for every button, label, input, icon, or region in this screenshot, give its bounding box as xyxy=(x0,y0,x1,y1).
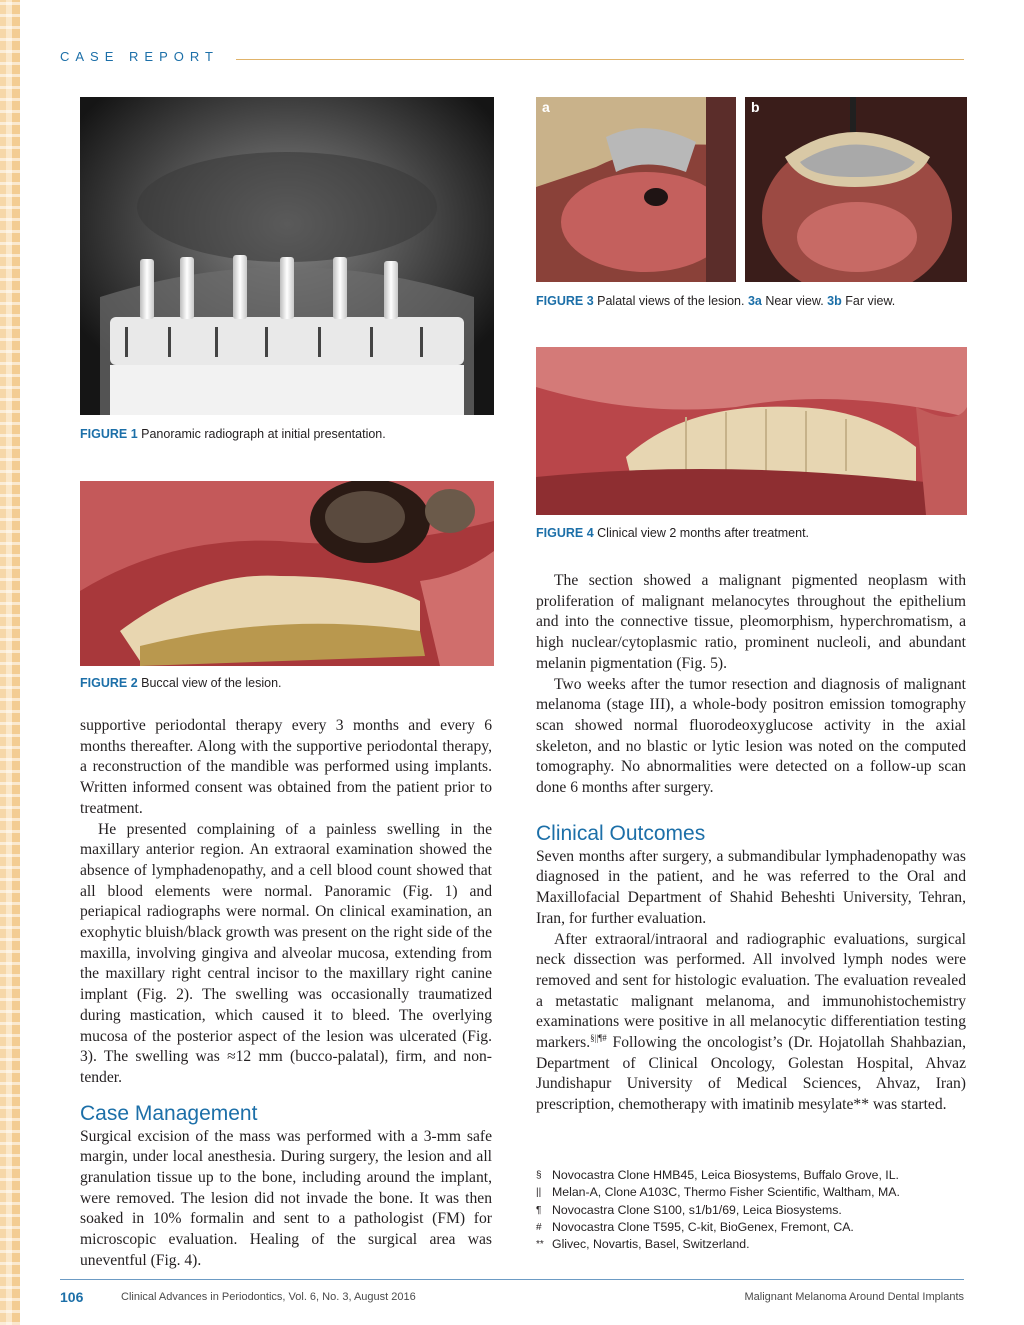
footnote-mark: # xyxy=(536,1221,542,1233)
footnote-mark: § xyxy=(536,1170,542,1181)
footnote-mark: || xyxy=(536,1187,542,1199)
article-short-title: Malignant Melanoma Around Dental Implants xyxy=(744,1291,964,1303)
figure-3a-text: Near view. xyxy=(765,294,824,308)
right-paragraph-3: Seven months after surgery, a submandibular lymphadenopathy was diagnosed in the patient, and he was referred to the Oral and Maxillofacial Department of Shahid Beheshti University, Tehran, Iran, for further evaluation. xyxy=(536,847,966,927)
figure-2-label: FIGURE 2 xyxy=(80,676,138,690)
figure-1-radiograph xyxy=(80,97,494,415)
figure-3-caption-text: Palatal views of the lesion. xyxy=(597,294,745,308)
footnote xyxy=(536,1184,966,1201)
figure-1-caption-text: Panoramic radiograph at initial presentation. xyxy=(141,427,386,441)
figure-3a-ref: 3a xyxy=(747,294,762,308)
footnote xyxy=(536,1167,966,1184)
near-view-illustration xyxy=(536,97,736,282)
radiograph-illustration xyxy=(80,97,494,415)
left-paragraph-2: He presented complaining of a painless swelling in the maxillary anterior region. An extraoral examination showed the absence of lymphadenopathy, and a cell blood count showed that all blood elements were normal. Panoramic (Fig. 1) and periapical radiographs were normal. On clinical examination, an exophytic bluish/black growth was present on the right side of the maxilla, involving gingiva and alveolar mucosa, extending from the maxillary right central incisor to the maxillary right canine implant (Fig. 2). The swelling was occasionally traumatized during mastication, which caused it to bleed. The overlying mucosa of the posterior aspect of the lesion was ulcerated (Fig. 3). The swelling was ≈12 mm (bucco-palatal), firm, and non-tender. xyxy=(80,820,492,1086)
post-treatment-illustration xyxy=(536,347,967,515)
figure-3-panel-a-letter: a xyxy=(542,99,550,115)
figure-4-label: FIGURE 4 xyxy=(536,526,594,540)
figure-3b-ref: 3b xyxy=(827,294,842,308)
footnote-text: Melan-A, Clone A103C, Thermo Fisher Scientific, Waltham, MA. xyxy=(552,1185,900,1200)
footnote-text: Novocastra Clone S100, s1/b1/69, Leica Biosystems. xyxy=(552,1202,842,1217)
figure-3-label: FIGURE 3 xyxy=(536,294,594,308)
figure-3-panel-b-letter: b xyxy=(751,99,760,115)
right-paragraph-4 xyxy=(536,930,966,1116)
footnote-mark: ** xyxy=(536,1239,544,1251)
marker-superscripts: §||¶# xyxy=(590,1032,607,1043)
footnote xyxy=(536,1202,966,1219)
case-management-heading: Case Management xyxy=(80,1101,258,1125)
page-edge-decoration xyxy=(0,0,20,1325)
right-paragraph-4-part-a: After extraoral/intraoral and radiographic evaluations, surgical neck dissection was performed. All involved lymph nodes were removed and sent for histologic evaluation. The evaluation revealed a metastatic malignant melanoma, and immunohistochemistry examinations were positive in all melanocytic differentiation testing markers. xyxy=(536,930,966,1052)
figure-3a-photo xyxy=(536,97,736,282)
figure-2-caption xyxy=(80,675,500,691)
figure-3-caption xyxy=(536,293,966,309)
left-paragraph-1: supportive periodontal therapy every 3 months and every 6 months thereafter. Along with the supportive periodontal therapy, a reconstruction of the mandible was performed using implants. Written informed consent was obtained from the patient prior to treatment. xyxy=(80,717,492,817)
footnotes xyxy=(536,1167,966,1253)
far-view-illustration xyxy=(745,97,967,282)
footnote-mark: ¶ xyxy=(536,1204,542,1216)
right-text-column xyxy=(536,571,966,1116)
buccal-view-illustration xyxy=(80,481,494,666)
footnote xyxy=(536,1219,966,1236)
figure-4-caption-text: Clinical view 2 months after treatment. xyxy=(597,526,810,540)
left-text-column xyxy=(80,716,492,1272)
footnote xyxy=(536,1236,966,1253)
figure-3b-photo xyxy=(745,97,967,282)
left-paragraph-3: Surgical excision of the mass was performed with a 3-mm safe margin, under local anesthesia. During surgery, the lesion and all granulation tissue up to the bone, including around the implant, were removed. The lesion did not invade the bone. It was then soaked in 10% formalin and sent to a pathologist (FM) for microscopic evaluation. Healing of the surgical area was uneventful (Fig. 4). xyxy=(80,1127,492,1269)
running-head: CASE REPORT xyxy=(60,49,219,64)
journal-citation: Clinical Advances in Periodontics, Vol. 6, No. 3, August 2016 xyxy=(121,1291,416,1303)
right-paragraph-2: Two weeks after the tumor resection and diagnosis of malignant melanoma (stage III), a whole-body positron emission tomography scan showed normal fluorodeoxyglucose activity in the axial skeleton, and no blastic or lytic lesion was noted on the computed tomography. No abnormalities were detected on a follow-up scan done 6 months after surgery. xyxy=(536,675,966,797)
page-number: 106 xyxy=(60,1289,84,1305)
figure-2-photo xyxy=(80,481,494,666)
figure-1-caption xyxy=(80,426,500,442)
figure-4-caption xyxy=(536,525,966,541)
right-paragraph-1: The section showed a malignant pigmented neoplasm with proliferation of malignant melanocytes throughout the epithelium and into the connective tissue, pleomorphism, hyperchromatism, a high nuclear/cytoplasmic ratio, prominent nucleoli, and abundant melanin pigmentation (Fig. 5). xyxy=(536,572,966,672)
footer-rule xyxy=(60,1279,964,1280)
figure-1-label: FIGURE 1 xyxy=(80,427,138,441)
right-paragraph-4-part-b: Following the oncologist’s (Dr. Hojatollah Shahbazian, Department of Clinical Oncology, Golestan Hospital, Ahvaz Jundishapur University of Medical Sciences, Ahvaz, Iran) prescription, chemotherapy with imatinib mesylate** was started. xyxy=(536,1034,966,1114)
figure-2-caption-text: Buccal view of the lesion. xyxy=(141,676,282,690)
figure-3b-text: Far view. xyxy=(845,294,896,308)
clinical-outcomes-heading: Clinical Outcomes xyxy=(536,821,706,845)
header-rule xyxy=(236,59,964,60)
footnote-text: Glivec, Novartis, Basel, Switzerland. xyxy=(552,1237,750,1252)
footnote-text: Novocastra Clone T595, C-kit, BioGenex, Fremont, CA. xyxy=(552,1219,854,1234)
figure-4-photo xyxy=(536,347,967,515)
footnote-text: Novocastra Clone HMB45, Leica Biosystems, Buffalo Grove, IL. xyxy=(552,1168,899,1182)
